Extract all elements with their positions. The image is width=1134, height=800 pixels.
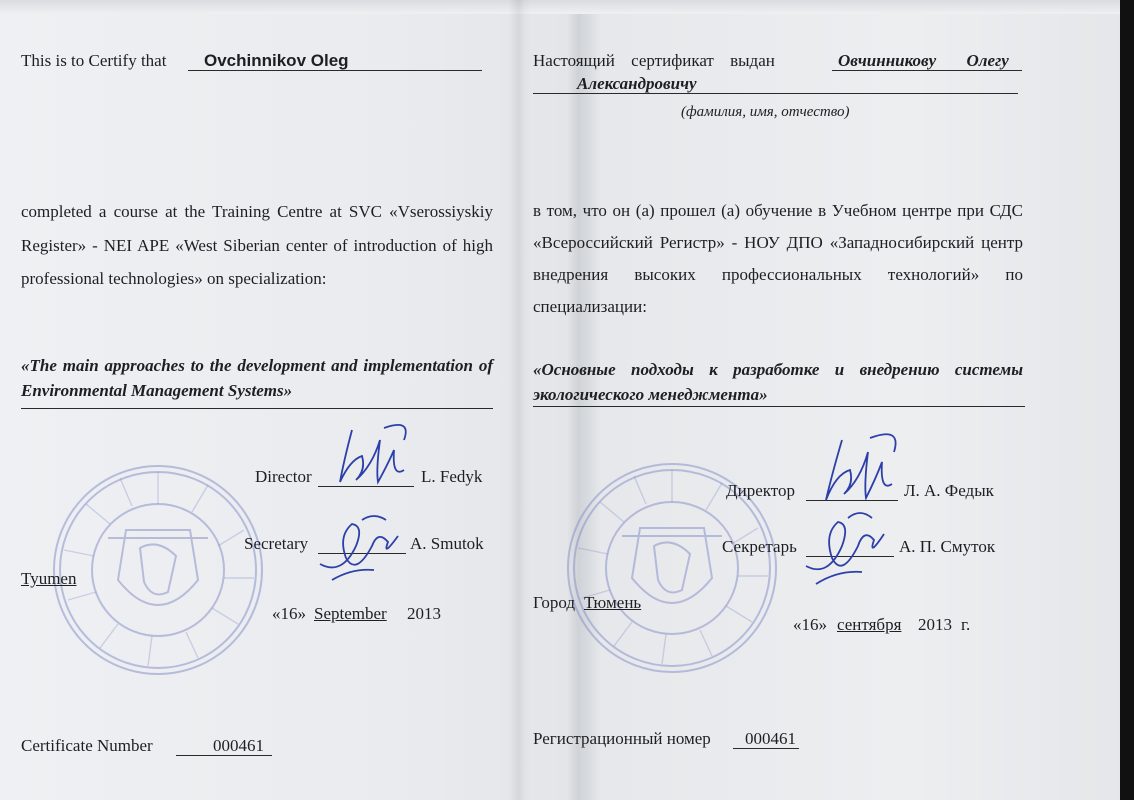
right-city-label: Город: [533, 593, 575, 612]
right-secretary-signature-icon: [798, 500, 898, 590]
left-date-day: «16»: [272, 604, 306, 623]
left-certify-prefix: This is to Certify that: [21, 51, 167, 70]
right-certify-prefix: Настоящий сертификат выдан: [533, 51, 775, 70]
right-date-suffix: г.: [961, 615, 971, 634]
right-secretary-name: А. П. Смуток: [899, 537, 996, 556]
left-secretary-name: A. Smutok: [410, 534, 484, 553]
left-certificate-number: 000461: [213, 736, 264, 755]
right-completed-text: в том, что он (а) прошел (а) обучение в Учебном центре при СДС «Всероссийский Регистр» - НОУ ДПО «Западносибирский центр внедрения высоких профессиональных технологий» по специализации:: [533, 201, 1023, 316]
right-name-caption: (фамилия, имя, отчество): [681, 104, 850, 120]
scan-right-edge: [1120, 0, 1134, 800]
left-date-month: September: [314, 604, 387, 623]
left-city: Tyumen: [21, 569, 77, 588]
left-name-underline: [188, 70, 482, 71]
right-secretary-label: Секретарь: [722, 537, 797, 556]
right-name-underline2: [533, 93, 1018, 94]
right-registration-number: 000461: [745, 729, 796, 748]
left-director-label: Director: [255, 467, 312, 486]
left-date-year: 2013: [407, 604, 441, 623]
right-name-underline1: [832, 70, 1022, 71]
right-name-line1: Овчинникову Олегу: [838, 51, 1009, 70]
left-secretary-label: Secretary: [244, 534, 309, 553]
left-course-underline: [21, 408, 493, 409]
right-city: Тюмень: [584, 593, 642, 612]
right-date-day: «16»: [793, 615, 827, 634]
left-stamp-seal-icon: [48, 460, 268, 680]
right-registration-label: Регистрационный номер: [533, 729, 711, 748]
left-recipient-name: Ovchinnikov Oleg: [204, 51, 349, 70]
scan-top-edge: [0, 0, 1134, 14]
left-secretary-signature-icon: [312, 506, 412, 586]
left-certificate-label: Certificate Number: [21, 736, 153, 755]
right-date-year: 2013: [918, 615, 952, 634]
center-fold: [508, 0, 532, 800]
left-completed-text: completed a course at the Training Centre at SVC «Vserossiyskiy Register» - NEI APE «West Siberian center of introduction of high professional technologies» on specialization:: [21, 202, 493, 288]
right-director-label: Директор: [726, 481, 795, 500]
right-name-line2: Александровичу: [577, 74, 697, 93]
right-date-month: сентября: [837, 615, 902, 634]
right-course-title: «Основные подходы к разработке и внедрению системы экологического менеджмента»: [533, 360, 1023, 404]
left-director-name: L. Fedyk: [421, 467, 483, 486]
right-director-name: Л. А. Федык: [904, 481, 994, 500]
right-course-underline: [533, 406, 1025, 407]
left-director-signature-icon: [322, 420, 422, 500]
left-course-title: «The main approaches to the development and implementation of Environmental Management Systems»: [21, 356, 493, 400]
